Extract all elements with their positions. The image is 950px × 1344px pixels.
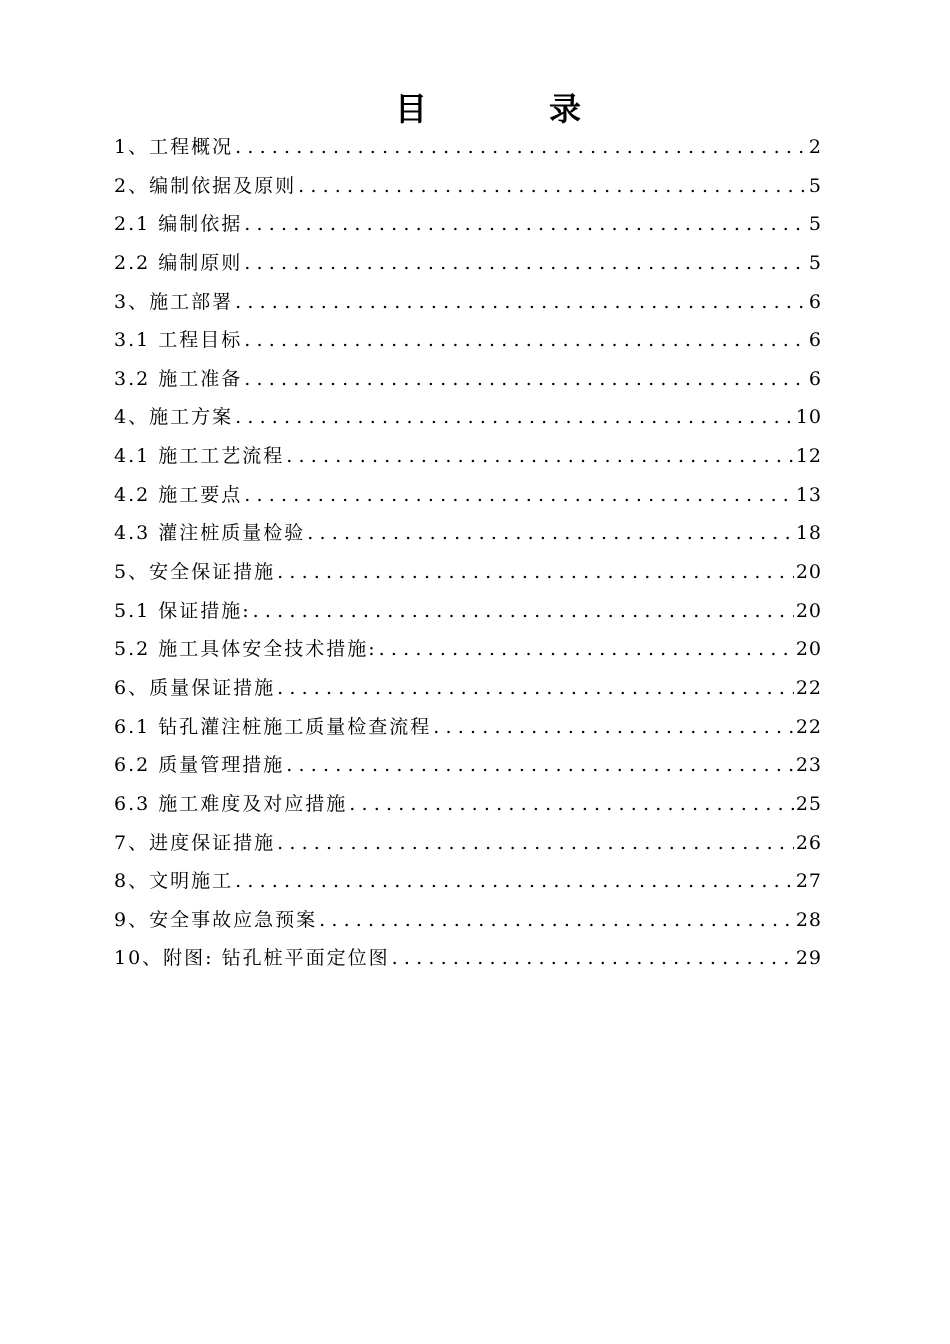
toc-entry-page-number[interactable]: 22 — [795, 676, 822, 699]
toc-dot-leader — [392, 947, 794, 969]
toc-entry[interactable] — [114, 905, 822, 944]
toc-entry-label[interactable]: 10、附图: 钻孔桩平面定位图 — [114, 947, 390, 970]
toc-entry-label[interactable]: 4.3 灌注桩质量检验 — [114, 522, 306, 545]
toc-dot-leader — [253, 600, 794, 622]
toc-dot-leader — [307, 522, 794, 544]
toc-entry-label[interactable]: 6、质量保证措施 — [114, 676, 276, 699]
toc-dot-leader — [235, 406, 794, 428]
toc-entry-label[interactable]: 4.2 施工要点 — [114, 483, 243, 506]
toc-dot-leader — [319, 909, 794, 931]
toc-entry-label[interactable]: 2、编制依据及原则 — [114, 174, 297, 197]
toc-entry[interactable] — [114, 750, 822, 789]
toc-dot-leader — [349, 793, 794, 815]
toc-dot-leader — [244, 252, 807, 274]
toc-entry-label[interactable]: 6.1 钻孔灌注桩施工质量检查流程 — [114, 715, 432, 738]
toc-entry-page-number[interactable]: 6 — [808, 290, 822, 313]
toc-dot-leader — [277, 677, 794, 699]
toc-entry-page-number[interactable]: 23 — [795, 754, 822, 777]
toc-entry-label[interactable]: 5.2 施工具体安全技术措施: — [114, 638, 377, 661]
toc-dot-leader — [298, 175, 807, 197]
toc-entry[interactable] — [114, 364, 822, 403]
toc-dot-leader — [235, 136, 807, 158]
toc-entry-label[interactable]: 2.2 编制原则 — [114, 251, 243, 274]
toc-entry-page-number[interactable]: 20 — [795, 561, 822, 584]
toc-entry-label[interactable]: 3、施工部署 — [114, 290, 234, 313]
toc-entry[interactable] — [114, 828, 822, 867]
toc-entry[interactable] — [114, 557, 822, 596]
toc-entry[interactable] — [114, 441, 822, 480]
toc-entry[interactable] — [114, 596, 822, 635]
toc-dot-leader — [244, 329, 807, 351]
toc-entry-label[interactable]: 4、施工方案 — [114, 406, 234, 429]
toc-dot-leader — [244, 484, 794, 506]
toc-entry[interactable] — [114, 943, 822, 982]
toc-dot-leader — [277, 561, 794, 583]
toc-entry-label[interactable]: 9、安全事故应急预案 — [114, 908, 318, 931]
toc-entry-page-number[interactable]: 12 — [795, 445, 822, 468]
toc-entry-page-number[interactable]: 13 — [795, 483, 822, 506]
toc-entry-label[interactable]: 8、文明施工 — [114, 870, 234, 893]
toc-dot-leader — [235, 870, 794, 892]
toc-entry-page-number[interactable]: 26 — [795, 831, 822, 854]
toc-entry-page-number[interactable]: 5 — [808, 213, 822, 236]
toc-entry[interactable] — [114, 673, 822, 712]
toc-entry[interactable] — [114, 712, 822, 751]
toc-entry[interactable] — [114, 171, 822, 210]
toc-entry-page-number[interactable]: 22 — [795, 715, 822, 738]
toc-entry-page-number[interactable]: 20 — [795, 638, 822, 661]
toc-entry-label[interactable]: 7、进度保证措施 — [114, 831, 276, 854]
toc-entry-label[interactable]: 6.3 施工难度及对应措施 — [114, 792, 348, 815]
toc-entry[interactable] — [114, 518, 822, 557]
toc-dot-leader — [277, 832, 794, 854]
toc-entry-label[interactable]: 2.1 编制依据 — [114, 213, 243, 236]
toc-entry[interactable] — [114, 402, 822, 441]
toc-entry-page-number[interactable]: 5 — [808, 174, 822, 197]
toc-dot-leader — [235, 291, 807, 313]
toc-entry[interactable] — [114, 325, 822, 364]
toc-title-part-2: 录 — [549, 90, 586, 128]
toc-entry[interactable] — [114, 209, 822, 248]
toc-entry[interactable] — [114, 480, 822, 519]
toc-entry[interactable] — [114, 634, 822, 673]
toc-dot-leader — [286, 445, 794, 467]
toc-entry-label[interactable]: 3.2 施工准备 — [114, 367, 243, 390]
toc-dot-leader — [244, 368, 807, 390]
toc-title — [0, 86, 950, 132]
toc-list — [114, 132, 822, 982]
toc-dot-leader — [244, 213, 807, 235]
toc-entry[interactable] — [114, 132, 822, 171]
toc-entry[interactable] — [114, 287, 822, 326]
toc-dot-leader — [433, 716, 794, 738]
toc-entry-page-number[interactable]: 27 — [795, 870, 822, 893]
toc-entry-label[interactable]: 1、工程概况 — [114, 136, 234, 158]
toc-entry-page-number[interactable]: 10 — [795, 406, 822, 429]
toc-entry-label[interactable]: 6.2 质量管理措施 — [114, 754, 285, 777]
toc-entry-page-number[interactable]: 20 — [795, 599, 822, 622]
toc-entry-page-number[interactable]: 6 — [808, 367, 822, 390]
toc-dot-leader — [286, 754, 794, 776]
toc-entry-label[interactable]: 5、安全保证措施 — [114, 561, 276, 584]
toc-entry-page-number[interactable]: 6 — [808, 329, 822, 352]
toc-entry-label[interactable]: 5.1 保证措施: — [114, 599, 251, 622]
toc-entry-label[interactable]: 4.1 施工工艺流程 — [114, 445, 285, 468]
toc-entry-page-number[interactable]: 25 — [795, 792, 822, 815]
toc-entry-label[interactable]: 3.1 工程目标 — [114, 329, 243, 352]
toc-entry-page-number[interactable]: 2 — [808, 136, 822, 158]
toc-entry-page-number[interactable]: 5 — [808, 251, 822, 274]
toc-entry[interactable] — [114, 789, 822, 828]
toc-entry[interactable] — [114, 866, 822, 905]
toc-entry-page-number[interactable]: 18 — [795, 522, 822, 545]
toc-entry-page-number[interactable]: 28 — [795, 908, 822, 931]
toc-entry[interactable] — [114, 248, 822, 287]
toc-dot-leader — [379, 638, 794, 660]
toc-entry-page-number[interactable]: 29 — [795, 947, 822, 970]
toc-title-part-1: 目 — [394, 90, 431, 128]
